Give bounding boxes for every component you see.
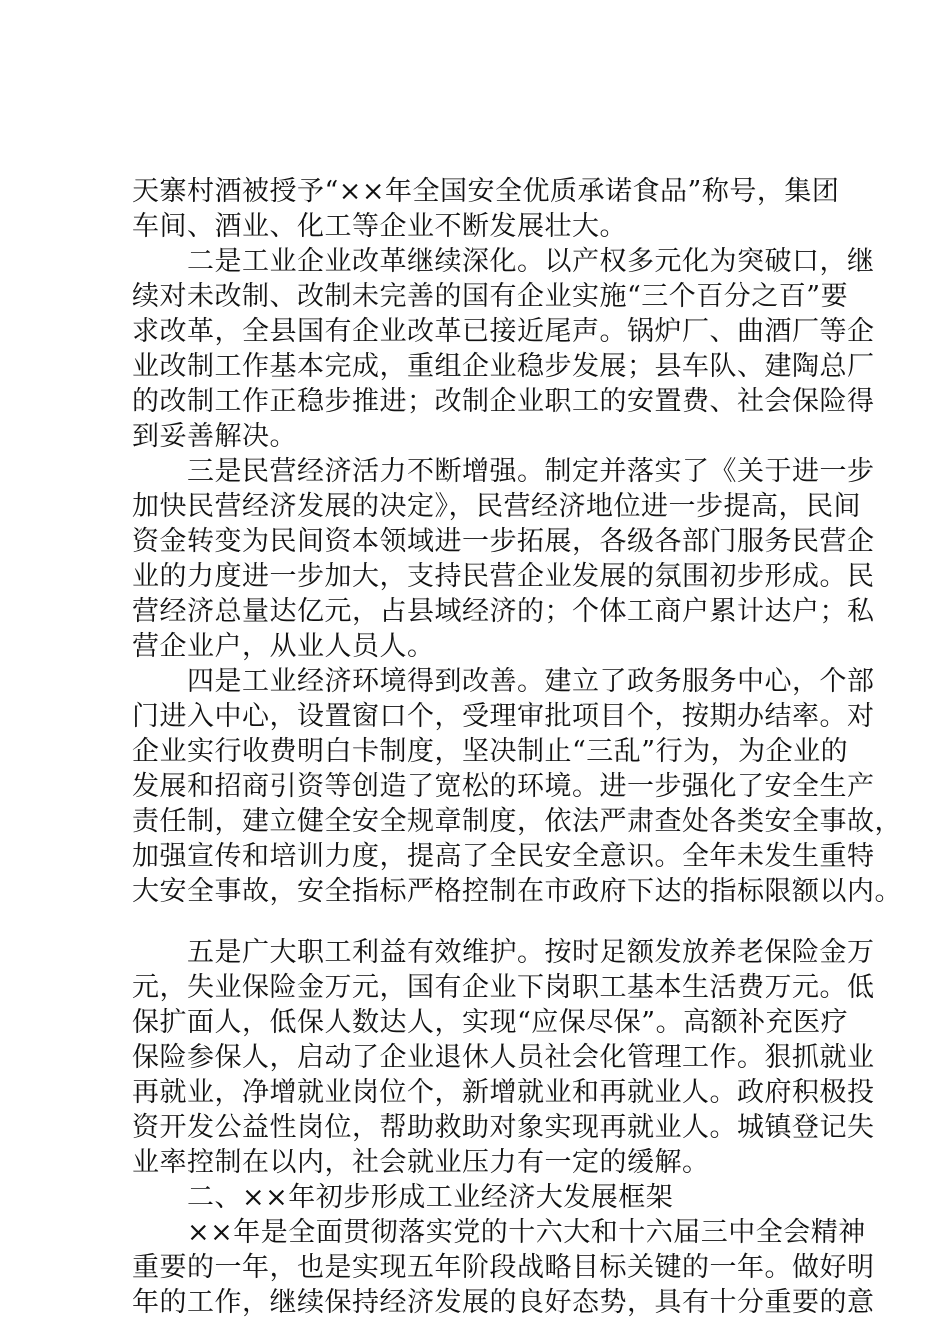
text-line: 企业实行收费明白卡制度，坚决制止“三乱”行为，为企业的: [132, 736, 849, 767]
text-line: 重要的一年，也是实现五年阶段战略目标关键的一年。做好明: [132, 1252, 875, 1283]
text-line: 发展和招商引资等创造了宽松的环境。进一步强化了安全生产: [132, 771, 875, 802]
text-line: 业率控制在以内，社会就业压力有一定的缓解。: [132, 1147, 710, 1178]
text-line: 营经济总量达亿元，占县域经济的；个体工商户累计达户；私: [132, 596, 875, 627]
text-line: 门进入中心，设置窗口个，受理审批项目个，按期办结率。对: [132, 701, 875, 732]
text-line: 二是工业企业改革继续深化。以产权多元化为突破口，继: [132, 246, 875, 277]
text-line: 再就业，净增就业岗位个，新增就业和再就业人。政府积极投: [132, 1077, 875, 1108]
text-line: 营企业户，从业人员人。: [132, 631, 435, 662]
text-line: 大安全事故，安全指标严格控制在市政府下达的指标限额以内。: [132, 876, 902, 907]
text-line: 保扩面人，低保人数达人，实现“应保尽保”。高额补充医疗: [132, 1007, 849, 1038]
text-line: 保险参保人，启动了企业退休人员社会化管理工作。狠抓就业: [132, 1042, 875, 1073]
text-line: 求改革，全县国有企业改革已接近尾声。锅炉厂、曲酒厂等企: [132, 316, 875, 347]
section-heading: 二、××年初步形成工业经济大发展框架: [132, 1182, 674, 1213]
text-line: 年的工作，继续保持经济发展的良好态势，具有十分重要的意: [132, 1287, 875, 1318]
text-line: 资金转变为民间资本领域进一步拓展，各级各部门服务民营企: [132, 526, 875, 557]
text-line: 三是民营经济活力不断增强。制定并落实了《关于进一步: [132, 456, 875, 487]
text-line: 续对未改制、改制未完善的国有企业实施“三个百分之百”要: [132, 281, 849, 312]
text-line: 到妥善解决。: [132, 421, 297, 452]
text-line: 业的力度进一步加大，支持民营企业发展的氛围初步形成。民: [132, 561, 875, 592]
text-line: 责任制，建立健全安全规章制度，依法严肃查处各类安全事故，: [132, 806, 902, 837]
text-line: 业改制工作基本完成，重组企业稳步发展；县车队、建陶总厂: [132, 351, 875, 382]
text-line: 天寨村酒被授予“××年全国安全优质承诺食品”称号，集团: [132, 176, 840, 207]
text-line: 的改制工作正稳步推进；改制企业职工的安置费、社会保险得: [132, 386, 875, 417]
text-line: 车间、酒业、化工等企业不断发展壮大。: [132, 211, 627, 242]
text-line: 四是工业经济环境得到改善。建立了政务服务中心，个部: [132, 666, 875, 697]
text-line: 五是广大职工利益有效维护。按时足额发放养老保险金万: [132, 937, 875, 968]
text-line: 资开发公益性岗位，帮助救助对象实现再就业人。城镇登记失: [132, 1112, 875, 1143]
text-line: 元，失业保险金万元，国有企业下岗职工基本生活费万元。低: [132, 972, 875, 1003]
text-line: 加强宣传和培训力度，提高了全民安全意识。全年未发生重特: [132, 841, 875, 872]
text-line: 加快民营经济发展的决定》，民营经济地位进一步提高，民间: [132, 491, 861, 522]
text-line: ××年是全面贯彻落实党的十六大和十六届三中全会精神: [132, 1217, 866, 1248]
